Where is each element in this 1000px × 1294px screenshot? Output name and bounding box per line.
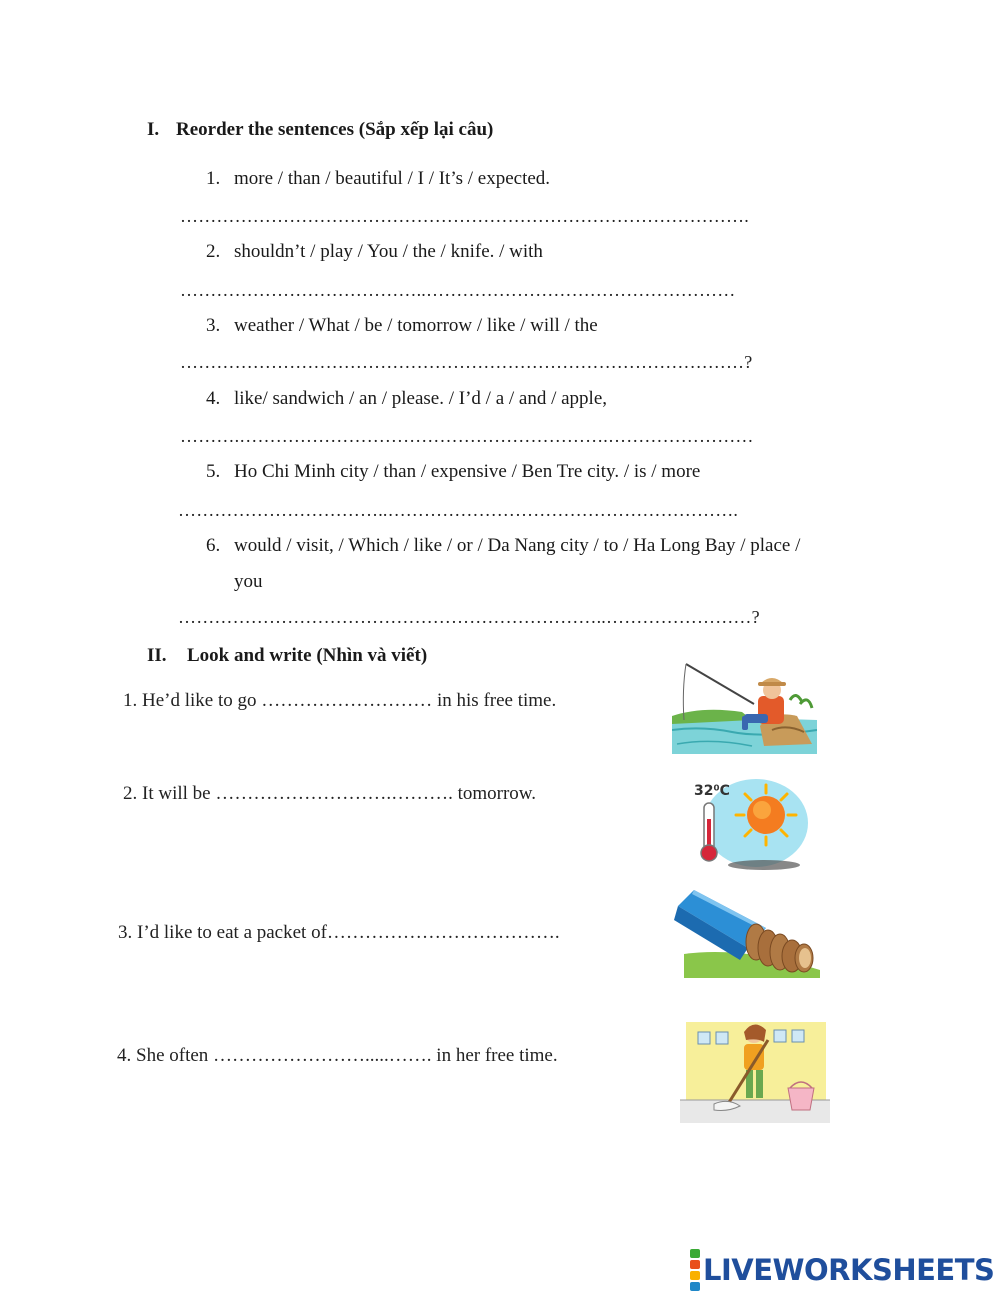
item-number: 6. bbox=[206, 535, 221, 556]
reorder-item-4 bbox=[206, 388, 607, 410]
bread-image bbox=[674, 886, 824, 978]
item-prompt: more / than / beautiful / I / It’s / expected. bbox=[234, 168, 551, 189]
hot-weather-image bbox=[690, 775, 815, 875]
section-1-heading bbox=[147, 119, 493, 141]
answer-line-2[interactable]: …………………………………..…………………………………………… bbox=[180, 280, 736, 300]
answer-line-5[interactable]: ……………………………..…………………………………………………. bbox=[178, 500, 739, 520]
reorder-item-5 bbox=[206, 461, 700, 483]
fishing-image bbox=[672, 660, 817, 754]
section-2-numeral: II. bbox=[147, 645, 167, 666]
item-number: 1. bbox=[206, 168, 221, 189]
answer-line-3[interactable]: …………………………………………………………………………………? bbox=[180, 352, 753, 372]
item-prompt: shouldn’t / play / You / the / knife. / with bbox=[234, 241, 543, 262]
section-1-title: Reorder the sentences (Sắp xếp lại câu) bbox=[176, 119, 494, 140]
reorder-item-6 bbox=[206, 535, 800, 557]
answer-line-1[interactable]: …………………………………………………………………………………. bbox=[180, 206, 749, 226]
reorder-item-3 bbox=[206, 315, 598, 337]
reorder-item-2 bbox=[206, 241, 543, 263]
look-write-item-2[interactable]: 2. It will be ……………………….………. tomorrow. bbox=[123, 783, 537, 804]
temperature-label: 32⁰C bbox=[694, 783, 730, 799]
section-2-heading bbox=[147, 645, 427, 667]
item-prompt: would / visit, / Which / like / or / Da Nang city / to / Ha Long Bay / place / bbox=[234, 535, 801, 556]
item-number: 2. bbox=[206, 241, 221, 262]
answer-line-6[interactable]: ……………………………………………………………..……………………? bbox=[178, 607, 760, 627]
liveworksheets-logo[interactable] bbox=[690, 1250, 994, 1290]
item-prompt: like/ sandwich / an / please. / I’d / a / and / apple, bbox=[234, 388, 608, 409]
item-number: 3. bbox=[206, 315, 221, 336]
logo-mark-icon bbox=[690, 1249, 700, 1291]
section-1-numeral: I. bbox=[147, 119, 160, 140]
item-prompt: Ho Chi Minh city / than / expensive / Ben Tre city. / is / more bbox=[234, 461, 701, 482]
item-number: 5. bbox=[206, 461, 221, 482]
answer-line-4[interactable]: ……….…………………………………………………….…………………… bbox=[180, 426, 754, 446]
logo-text: LIVEWORKSHEETS bbox=[703, 1253, 995, 1287]
look-write-item-3[interactable]: 3. I’d like to eat a packet of………………………………. bbox=[118, 922, 560, 943]
item-number: 4. bbox=[206, 388, 221, 409]
look-write-item-1[interactable]: 1. He’d like to go ……………………… in his free time. bbox=[123, 690, 557, 711]
section-2-title: Look and write (Nhìn và viết) bbox=[187, 645, 428, 666]
item-prompt: weather / What / be / tomorrow / like / will / the bbox=[234, 315, 598, 336]
look-write-item-4[interactable]: 4. She often …………………….....……. in her free time. bbox=[117, 1045, 558, 1066]
reorder-item-6-continuation: you bbox=[234, 571, 263, 592]
mopping-image bbox=[680, 1018, 830, 1123]
reorder-item-1 bbox=[206, 168, 550, 190]
